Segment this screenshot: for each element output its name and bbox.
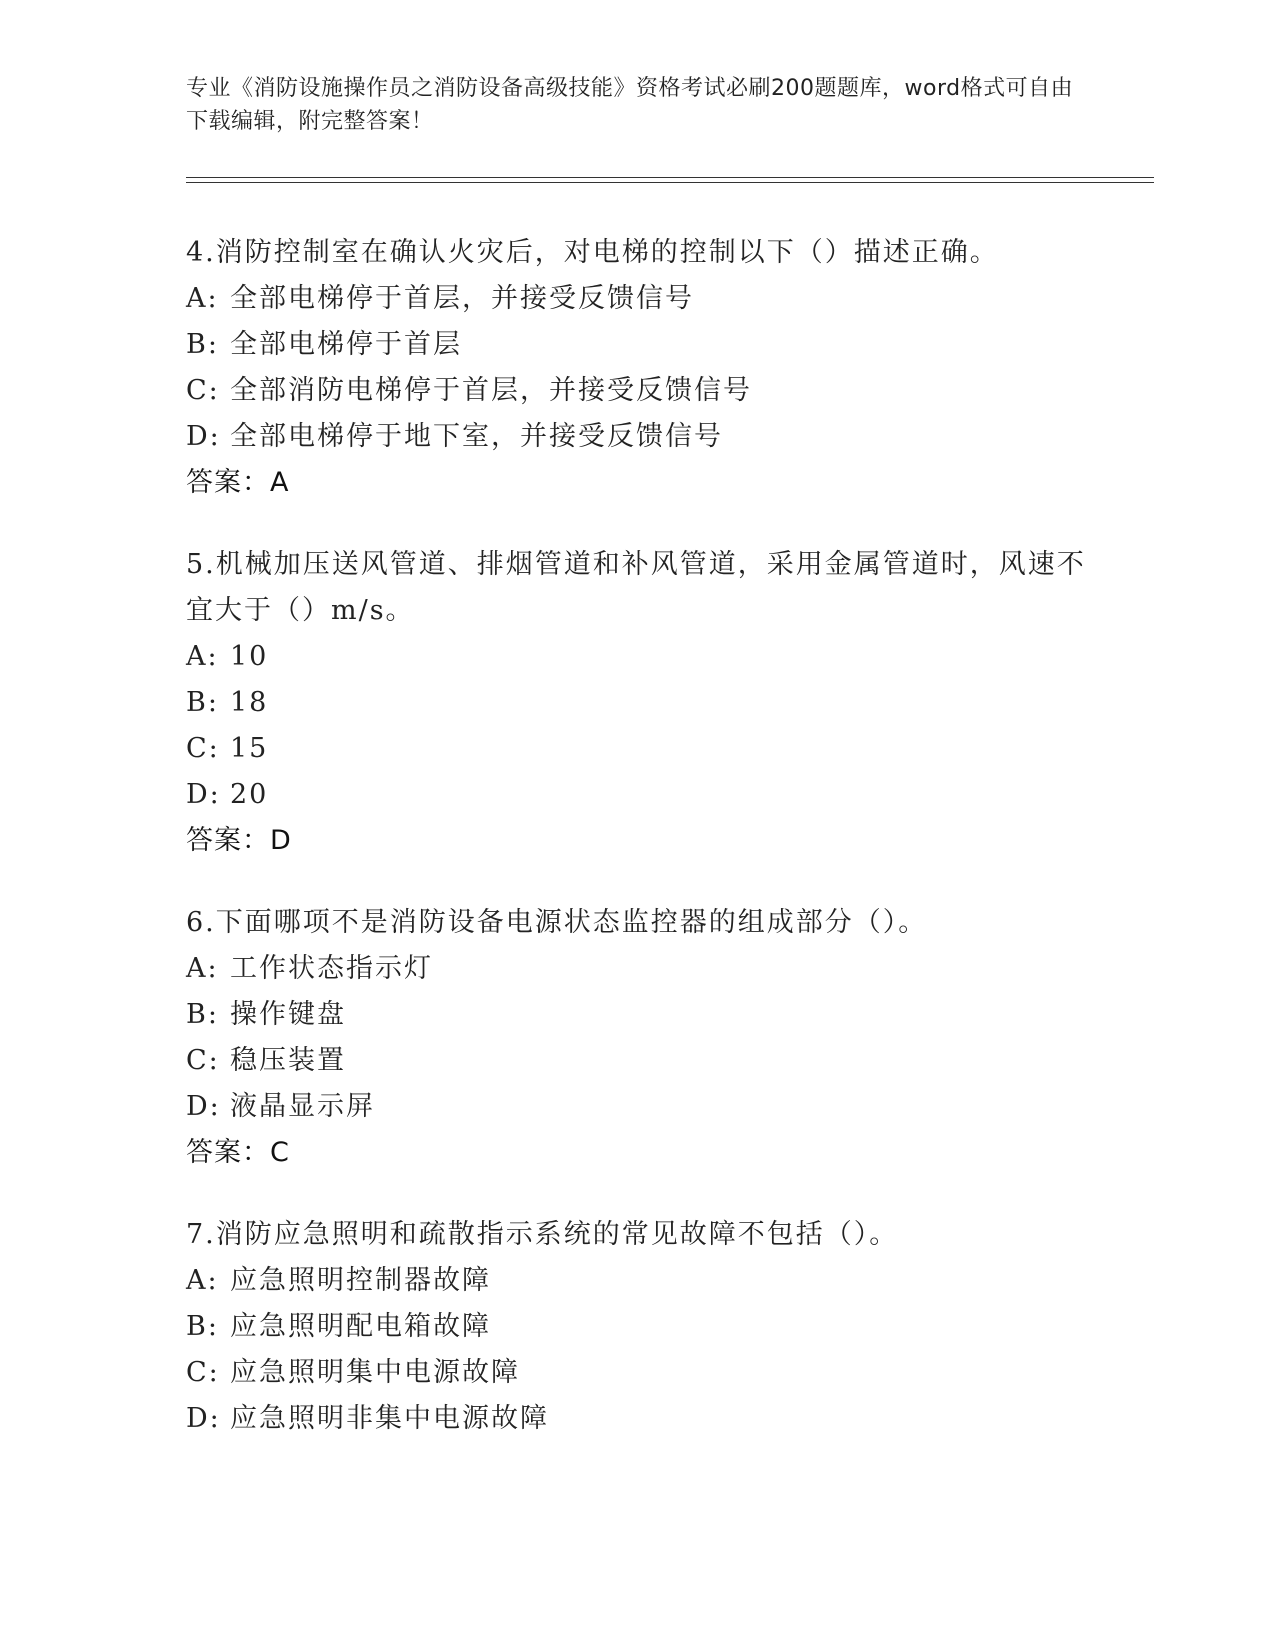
option-b bbox=[186, 680, 1086, 726]
option-a bbox=[186, 634, 1086, 680]
option-text: 稳压装置 bbox=[230, 1045, 346, 1076]
option-b bbox=[186, 992, 1086, 1038]
option-d bbox=[186, 1084, 1086, 1130]
question-list bbox=[186, 230, 1086, 1478]
option-c bbox=[186, 368, 1086, 414]
option-letter: B: bbox=[186, 687, 219, 718]
option-text: 应急照明控制器故障 bbox=[230, 1265, 491, 1296]
question-5 bbox=[186, 542, 1086, 864]
header-rule-top bbox=[186, 177, 1154, 178]
option-letter: A: bbox=[186, 1265, 219, 1296]
option-b bbox=[186, 1304, 1086, 1350]
option-text: 全部电梯停于首层 bbox=[230, 329, 462, 360]
option-a bbox=[186, 276, 1086, 322]
option-letter: C: bbox=[186, 733, 220, 764]
option-letter: D: bbox=[186, 1403, 221, 1434]
option-text: 工作状态指示灯 bbox=[230, 953, 433, 984]
option-text: 全部消防电梯停于首层，并接受反馈信号 bbox=[230, 375, 752, 406]
question-text: 6.下面哪项不是消防设备电源状态监控器的组成部分（）。 bbox=[186, 907, 928, 938]
answer-label: 答案：C bbox=[186, 1137, 290, 1168]
option-text: 10 bbox=[230, 641, 269, 672]
option-text: 应急照明配电箱故障 bbox=[230, 1311, 491, 1342]
option-c bbox=[186, 1038, 1086, 1084]
option-text: 全部电梯停于首层，并接受反馈信号 bbox=[230, 283, 694, 314]
option-d bbox=[186, 772, 1086, 818]
option-letter: A: bbox=[186, 953, 219, 984]
option-c bbox=[186, 726, 1086, 772]
question-text: 5.机械加压送风管道、排烟管道和补风管道，采用金属管道时，风速不宜大于（）m/s。 bbox=[186, 549, 1086, 626]
option-d bbox=[186, 1396, 1086, 1442]
option-b bbox=[186, 322, 1086, 368]
option-text: 操作键盘 bbox=[230, 999, 346, 1030]
answer-label: 答案：A bbox=[186, 467, 290, 498]
option-letter: B: bbox=[186, 999, 219, 1030]
question-6 bbox=[186, 900, 1086, 1176]
option-letter: A: bbox=[186, 641, 219, 672]
question-text: 7.消防应急照明和疏散指示系统的常见故障不包括（）。 bbox=[186, 1219, 899, 1250]
option-text: 全部电梯停于地下室，并接受反馈信号 bbox=[230, 421, 723, 452]
question-7 bbox=[186, 1212, 1086, 1442]
option-letter: D: bbox=[186, 421, 221, 452]
option-letter: D: bbox=[186, 779, 221, 810]
option-a bbox=[186, 1258, 1086, 1304]
option-text: 应急照明非集中电源故障 bbox=[230, 1403, 549, 1434]
document-header: 专业《消防设施操作员之消防设备高级技能》资格考试必刷200题题库，word格式可自由下载编辑，附完整答案！ bbox=[186, 76, 1074, 134]
option-letter: B: bbox=[186, 1311, 219, 1342]
option-text: 18 bbox=[230, 687, 269, 718]
option-c bbox=[186, 1350, 1086, 1396]
option-text: 应急照明集中电源故障 bbox=[230, 1357, 520, 1388]
option-letter: B: bbox=[186, 329, 219, 360]
option-letter: A: bbox=[186, 283, 219, 314]
option-letter: C: bbox=[186, 1045, 220, 1076]
option-letter: C: bbox=[186, 375, 220, 406]
option-d bbox=[186, 414, 1086, 460]
answer-label: 答案：D bbox=[186, 825, 292, 856]
option-text: 20 bbox=[230, 779, 269, 810]
option-letter: D: bbox=[186, 1091, 221, 1122]
option-a bbox=[186, 946, 1086, 992]
question-4 bbox=[186, 230, 1086, 506]
option-letter: C: bbox=[186, 1357, 220, 1388]
option-text: 液晶显示屏 bbox=[230, 1091, 375, 1122]
header-rule-bottom bbox=[186, 182, 1154, 183]
option-text: 15 bbox=[230, 733, 269, 764]
question-text: 4.消防控制室在确认火灾后，对电梯的控制以下（）描述正确。 bbox=[186, 237, 999, 268]
